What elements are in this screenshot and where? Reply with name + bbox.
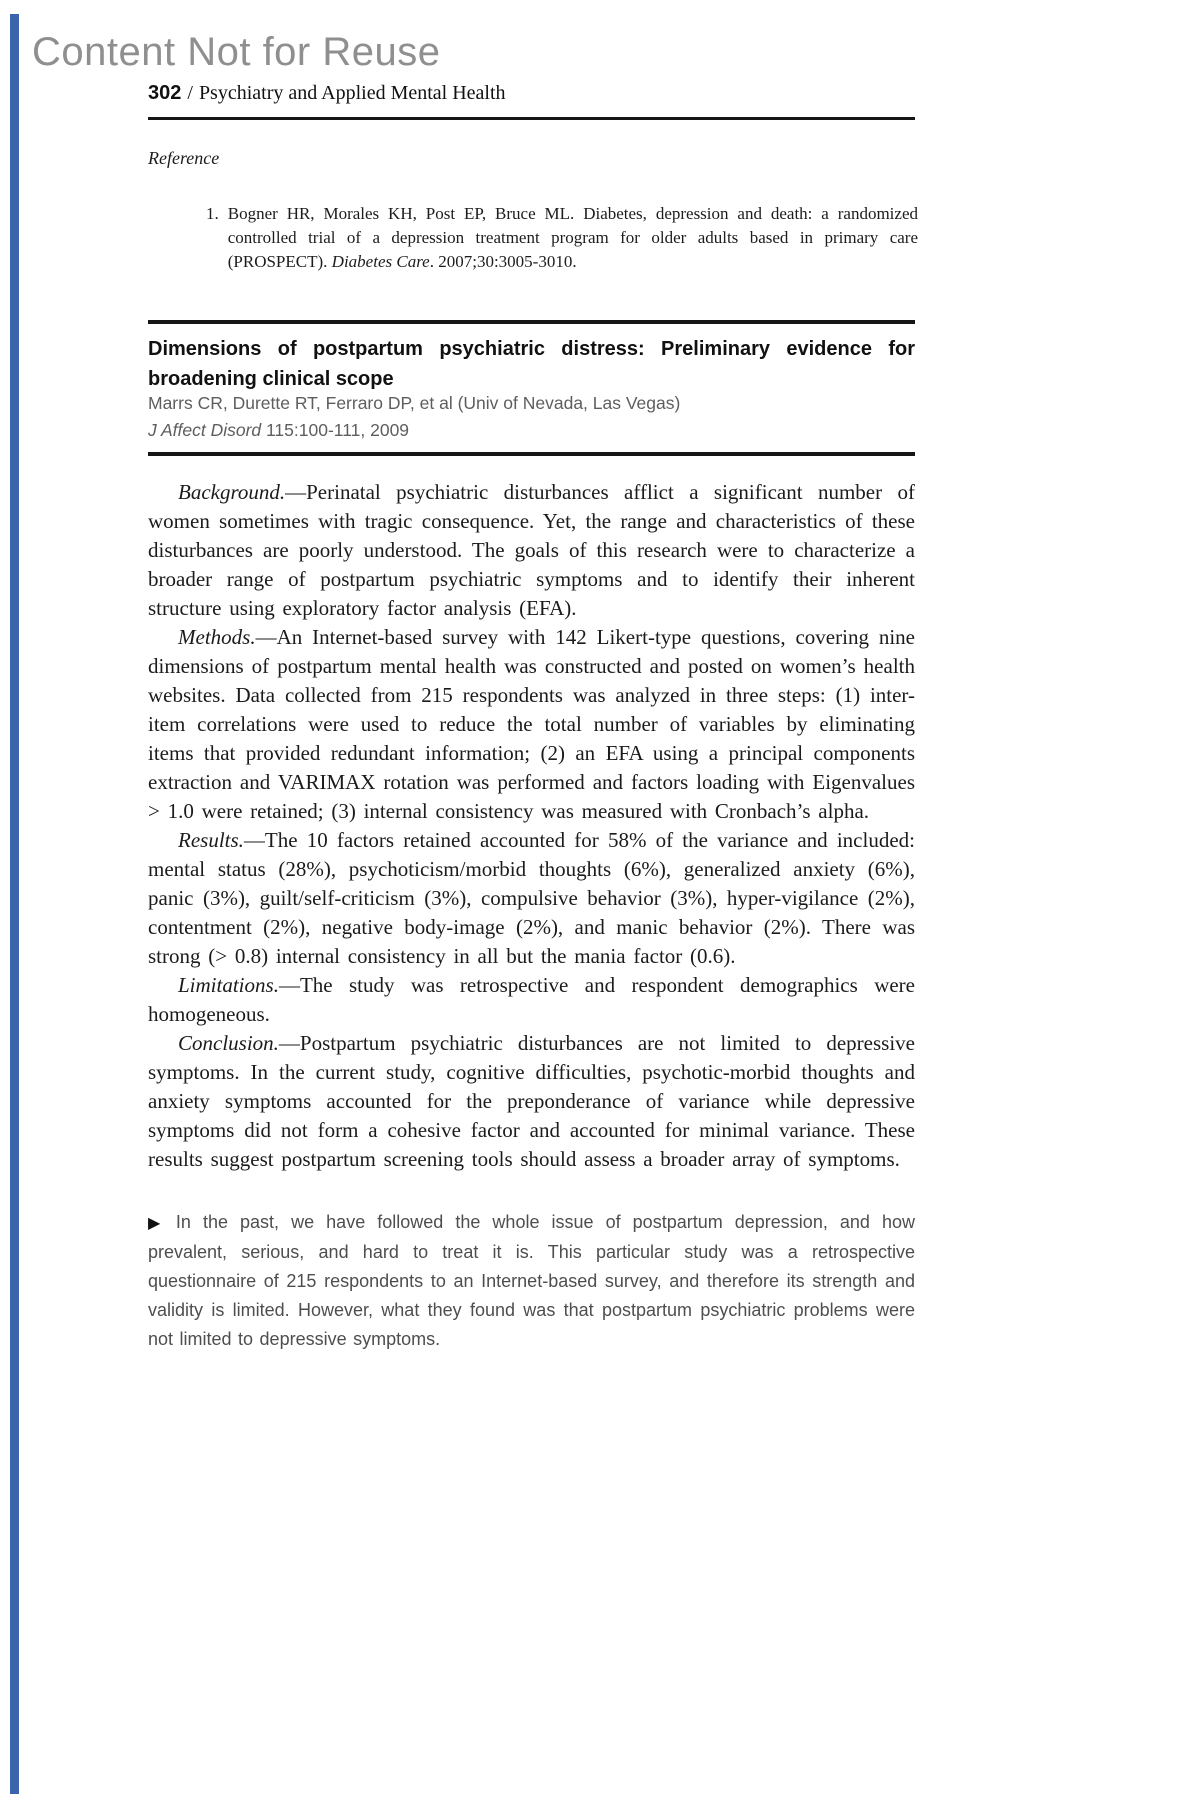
abstract-paragraph-conclusion	[148, 1029, 915, 1174]
reference-number: 1.	[206, 204, 219, 223]
paragraph-dash: —	[285, 480, 307, 504]
paragraph-dash: —	[243, 828, 265, 852]
reference-heading: Reference	[148, 148, 220, 168]
paragraph-label: Conclusion.	[178, 1031, 279, 1055]
running-head-separator: /	[187, 82, 193, 104]
paragraph-text: Perinatal psychiatric disturbances afflict a significant number of women sometimes with tragic consequence. Yet, the range and characteristics of these disturbances are poorly understood. The goals of this research were to characterize a broader range of postpartum psychiatric symptoms and to identify their inherent structure using exploratory factor analysis (EFA).	[148, 480, 915, 620]
commentary-text: In the past, we have followed the whole issue of postpartum depression, and how prevalent, serious, and hard to treat it is. This particular study was a retrospective questionnaire of 215 respondents to an Internet-based survey, and therefore its strength and validity is limited. However, what they found was that postpartum psychiatric problems were not limited to depressive symptoms.	[148, 1212, 915, 1349]
paragraph-dash: —	[278, 973, 300, 997]
abstract-paragraph-results	[148, 826, 915, 971]
body-column	[148, 478, 915, 1354]
commentary-arrow-icon: ▶	[148, 1215, 166, 1232]
reference-text-after: . 2007;30:3005-3010.	[429, 252, 577, 271]
reference-journal-name: Diabetes Care	[331, 252, 430, 271]
paragraph-text: An Internet-based survey with 142 Likert-type questions, covering nine dimensions of postpartum mental health was constructed and posted on women’s health websites. Data collected from 215 respondents was analyzed in three steps: (1) inter-item correlations were used to reduce the total number of variables by eliminating items that provided redundant information; (2) an EFA using a principal components extraction and VARIMAX rotation was performed and factors loading with Eigenvalues > 1.0 were retained; (3) internal consistency was measured with Cronbach’s alpha.	[148, 625, 915, 823]
page-edge-bar	[10, 14, 19, 1794]
abstract-paragraph-methods	[148, 623, 915, 826]
article-citation	[148, 420, 915, 441]
article-authors: Marrs CR, Durette RT, Ferraro DP, et al (Univ of Nevada, Las Vegas)	[148, 393, 681, 413]
journal-name: J Affect Disord	[148, 420, 262, 440]
paragraph-text: The 10 factors retained accounted for 58% of the variance and included: mental status (28%), psychoticism/morbid thoughts (6%), generalized anxiety (6%), panic (3%), guilt/self-criticism (3%), compulsive behavior (3%), hyper-vigilance (2%), contentment (2%), negative body-image (2%), and manic behavior (2%). There was strong (> 0.8) internal consistency in all but the mania factor (0.6).	[148, 828, 915, 968]
reference-text	[228, 202, 918, 274]
paragraph-label: Limitations.	[178, 973, 279, 997]
reference-item	[206, 202, 918, 274]
watermark-text: Content Not for Reuse	[32, 30, 441, 74]
abstract-paragraph-background	[148, 478, 915, 623]
paragraph-label: Results.	[178, 828, 244, 852]
paragraph-text: The study was retrospective and respondent demographics were homogeneous.	[148, 973, 915, 1026]
page-number: 302	[148, 82, 182, 104]
citation-rule	[148, 452, 915, 456]
article-title: Dimensions of postpartum psychiatric distress: Preliminary evidence for broadening clinical scope	[148, 338, 915, 390]
reference-text-before: Bogner HR, Morales KH, Post EP, Bruce ML. Diabetes, depression and death: a randomized controlled trial of a depression treatment program for older adults based in primary care (PROSPECT).	[227, 204, 918, 271]
header-rule	[148, 117, 915, 120]
paragraph-text: Postpartum psychiatric disturbances are not limited to depressive symptoms. In the current study, cognitive difficulties, psychotic-morbid thoughts and anxiety symptoms accounted for the preponderance of variance while depressive symptoms did not form a cohesive factor and accounted for minimal variance. These results suggest postpartum screening tools should assess a broader array of symptoms.	[148, 1031, 915, 1171]
abstract-paragraph-limitations	[148, 971, 915, 1029]
paragraph-dash: —	[278, 1031, 300, 1055]
abstract	[148, 478, 915, 1174]
article-top-rule	[148, 320, 915, 324]
section-title: Psychiatry and Applied Mental Health	[198, 82, 506, 104]
paragraph-dash: —	[255, 625, 277, 649]
paragraph-label: Background.	[178, 480, 286, 504]
editor-commentary	[148, 1208, 915, 1354]
running-head	[148, 82, 915, 105]
journal-citation-detail: 115:100-111, 2009	[261, 420, 410, 440]
paragraph-label: Methods.	[178, 625, 256, 649]
